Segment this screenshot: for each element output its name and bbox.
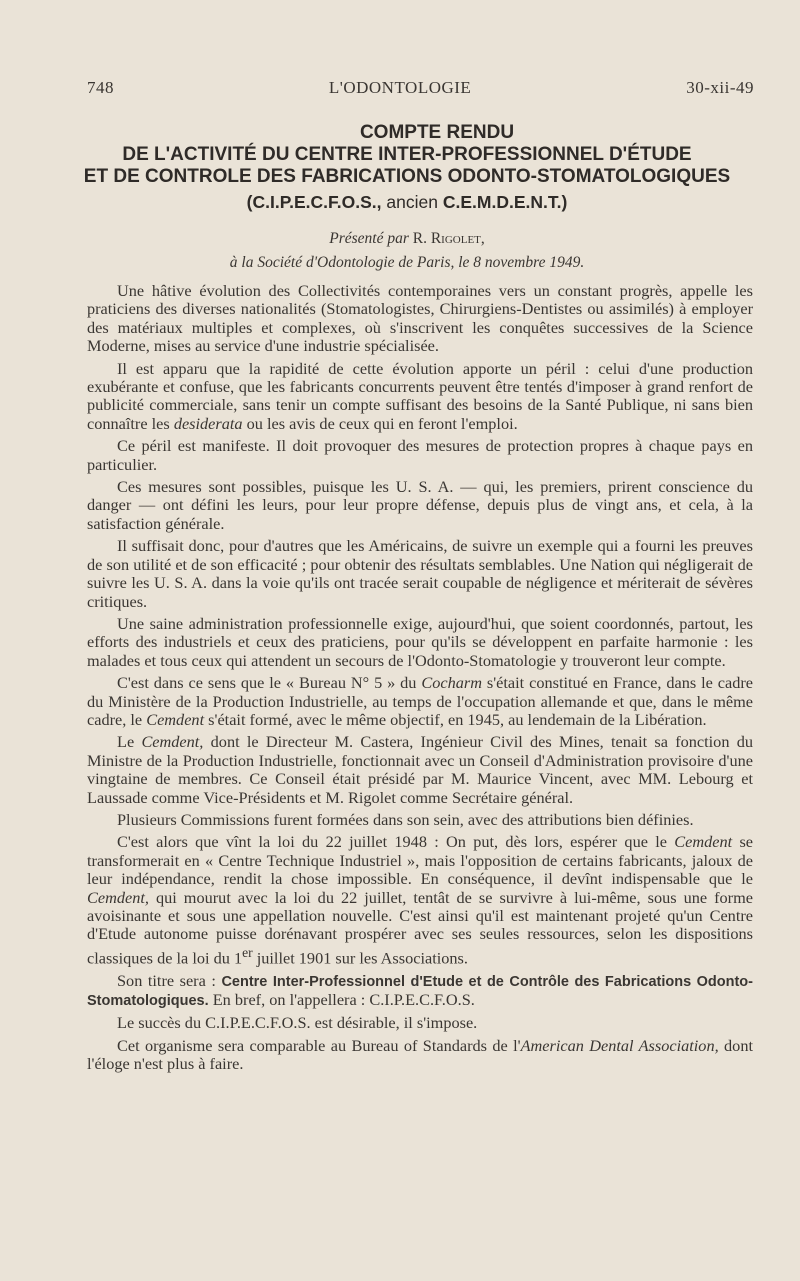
paragraph-8-text-end: dont le Directeur M. Castera, Ingénieur Civil des Mines, tenait sa fonction du Ministre de la Production Industrielle, fonctionnait avec un Conseil d'Administration provisoire d'une vingtaine de membres. Ce Conseil était présidé par M. Maurice Vincent, avec MM. Lebourg et Laussade comme Vice-Présidents et M. Rigolet comme Secrétaire général. — [87, 732, 754, 807]
title-line-3: ET DE CONTROLE DES FABRICATIONS ODONTO-STOMATOLOGIQUES — [83, 166, 731, 187]
paragraph-10-text-mid: se transformerait en « Centre Technique Industriel », mais l'opposition de certains fabricants, jaloux de leur indépendance, rendit la chose impossible. En conséquence, il devînt indispensable que le — [87, 832, 754, 889]
paragraph-2 — [87, 360, 753, 434]
author-name: R. Rigolet, — [412, 230, 485, 247]
paragraph-12: Le succès du C.I.P.E.C.F.O.S. est désirable, il s'impose. — [117, 1013, 478, 1033]
paragraph-11 — [87, 972, 753, 1011]
article-body — [87, 282, 753, 1078]
paragraph-7-text-end: s'était formé, avec le même objectif, en 1945, au lendemain de la Libération. — [208, 709, 707, 729]
paragraph-5: Il suffisait donc, pour d'autres que les Américains, de suivre un exemple qui a fourni les preuves de son utilité et de son efficacité ; pour obtenir des résultats semblables. Une Nation qui négligerait de suivre les U. S. A. dans la voie qu'ils ont tracée serait coupable de négligence et mériterait de sévères critiques. — [87, 536, 753, 611]
paragraph-7-text: C'est dans ce sens que le « Bureau N° 5 » du — [117, 673, 417, 693]
paragraph-10-text-mid2: qui mourut avec la loi du 22 juillet, tentât de se survivre à lui-même, sous une forme avoisinante et sous une appellation nouvelle. C'est ainsi qu'il est maintenant projeté qu'un Centre d'Etude autonome puisse dorénavant prospérer avec ses seules ressources, selon les dispositions classiques de la loi du 1 — [87, 887, 753, 968]
paragraph-13 — [87, 1037, 753, 1074]
paragraph-7-italic-cemdent: Cemdent — [146, 709, 205, 729]
paragraph-11-text: Son titre sera : — [117, 970, 216, 990]
running-head — [87, 78, 754, 98]
paragraph-10-superscript: er — [242, 944, 253, 960]
paragraph-10-text-end: juillet 1901 sur les Associations. — [256, 948, 468, 968]
paragraph-7-text-mid: s'était constitué en France, dans le cadre du Ministère de la Production Industrielle, au temps de l'occupation allemande et que, dans le même cadre, le — [87, 673, 753, 729]
paragraph-13-text-end: dont l'éloge n'est plus à faire. — [87, 1035, 753, 1074]
paragraph-10 — [87, 833, 753, 967]
paragraph-1: Une hâtive évolution des Collectivités contemporaines vers un constant progrès, appelle les praticiens des diverses nationalités (Stomatologistes, Chirurgiens-Dentistes ou assimilés) à employer des matériaux multiples et complexes, où s'inscrivent les conquêtes successives de la Science Moderne, mises au service d'une industrie spécialisée. — [87, 281, 753, 356]
paragraph-4: Ces mesures sont possibles, puisque les U. S. A. — qui, les premiers, prirent conscience du danger — ont défini les leurs, pour leur propre défense, depuis plus de vingt ans, et cela, à la satisfaction générale. — [87, 477, 753, 533]
byline — [60, 227, 754, 275]
paragraph-8-italic: Cemdent, — [141, 732, 204, 752]
paragraph-8-text: Le — [117, 732, 135, 752]
paragraph-8 — [87, 733, 753, 807]
title-line-2: DE L'ACTIVITÉ DU CENTRE INTER-PROFESSIONNEL D'ÉTUDE — [122, 144, 692, 165]
paragraph-6: Une saine administration professionnelle exige, aujourd'hui, que soient coordonnés, partout, les efforts des industriels et ceux des praticiens, pour qu'ils se développent en parfaite harmonie : les malades et tous ceux qui attendent un secours de l'Odonto-Stomatologie y trouveront leur compte. — [87, 613, 753, 670]
paragraph-11-bold-title: Centre Inter-Professionnel d'Etude et de Contrôle des Fabrications Odonto-Stomatologiques. — [87, 973, 753, 1010]
venue-line: à la Société d'Odontologie de Paris, le 8 novembre 1949. — [229, 254, 585, 271]
paragraph-10-italic-2: Cemdent, — [87, 887, 149, 907]
page-number: 748 — [87, 78, 114, 97]
paragraph-10-italic-1: Cemdent — [674, 832, 733, 852]
journal-title: L'ODONTOLOGIE — [328, 78, 472, 97]
paragraph-3: Ce péril est manifeste. Il doit provoquer des mesures de protection propres à chaque pays en particulier. — [87, 436, 753, 474]
paragraph-2-text: Il est apparu que la rapidité de cette évolution apporte un péril : celui d'une production exubérante et confuse, que les fabricants concurrents peuvent être tentés d'imposer à grand renfort de publicité commerciale, sans tenir un compte suffisant des besoins de la Santé Publique, ni sans bien connaître les — [87, 358, 753, 433]
paragraph-13-italic: American Dental Association, — [520, 1035, 719, 1055]
paragraph-7 — [87, 674, 753, 729]
paragraph-2-italic: desiderata — [173, 413, 243, 433]
title-old-abbreviation: C.E.M.D.E.N.T.) — [442, 192, 568, 212]
issue-date: 30-xii-49 — [686, 78, 754, 97]
paragraph-10-text: C'est alors que vînt la loi du 22 juillet 1948 : On put, dès lors, espérer que le — [117, 832, 667, 852]
title-line-1: COMPTE RENDU — [359, 122, 515, 143]
paragraph-13-text: Cet organisme sera comparable au Bureau of Standards de l' — [117, 1035, 521, 1055]
title-former-word: ancien — [386, 192, 438, 212]
title-line-4 — [60, 191, 754, 213]
presenter-line — [60, 227, 754, 251]
article-title — [60, 122, 754, 213]
paragraph-2-text-end: ou les avis de ceux qui en feront l'emploi. — [246, 413, 518, 433]
paragraph-9: Plusieurs Commissions furent formées dans son sein, avec des attributions bien définies. — [117, 809, 694, 829]
presented-by: Présenté par — [329, 230, 409, 247]
paragraph-11-text-end: En bref, on l'appellera : C.I.P.E.C.F.O.S. — [212, 990, 475, 1010]
title-abbreviation: (C.I.P.E.C.F.O.S., — [246, 192, 382, 212]
paragraph-7-italic-cocharm: Cocharm — [421, 673, 482, 693]
